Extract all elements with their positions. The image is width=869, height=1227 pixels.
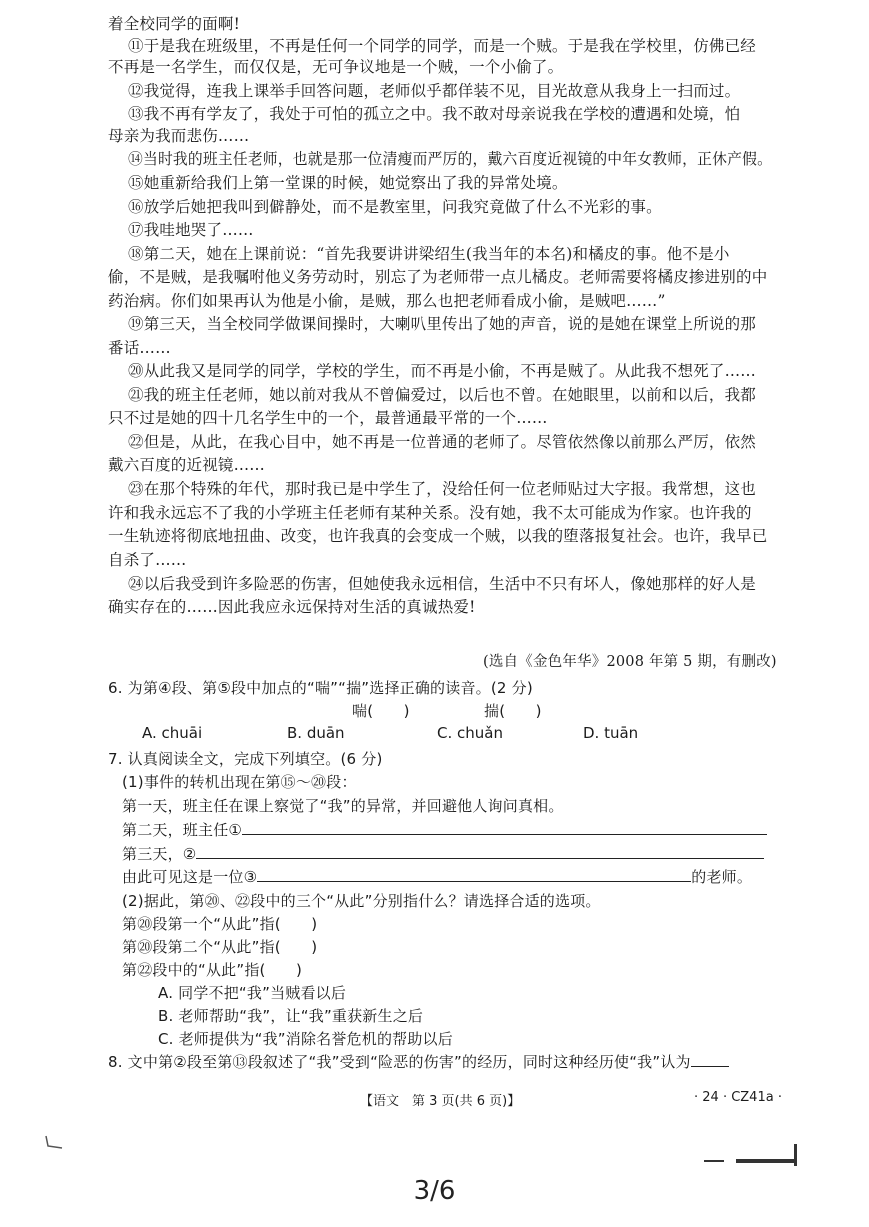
page-footer-code: · 24 · CZ41a · xyxy=(694,1090,782,1105)
question-8-stem: 8. 文中第②段至第⑬段叙述了“我”受到“险恶的伤害”的经历，同时这种经历使“我”认为 xyxy=(108,1053,691,1071)
passage-line: 不再是一名学生，而仅仅是，无可争议地是一个贼，一个小偷了。 xyxy=(108,58,564,76)
passage-line: 着全校同学的面啊! xyxy=(108,15,241,33)
question-7-conclusion-prefix: 由此可见这是一位③ xyxy=(122,868,258,886)
question-8-row xyxy=(108,1052,729,1072)
passage-line: ㉑我的班主任老师，她以前对我从不曾偏爱过，以后也不曾。在她眼里，以前和以后，我都 xyxy=(128,386,757,404)
passage-line: 番话…… xyxy=(108,339,171,357)
question-6-stem: 6. 为第④段、第⑤段中加点的“喘”“揣”选择正确的读音。(2 分) xyxy=(108,679,533,697)
question-7-conclusion-suffix: 的老师。 xyxy=(691,868,753,886)
passage-line: 戴六百度的近视镜…… xyxy=(108,456,266,474)
question-7-choice-c: C. 老师提供为“我”消除名誉危机的帮助以后 xyxy=(158,1030,453,1048)
passage-line: 药治病。你们如果再认为他是小偷，是贼，那么也把老师看成小偷，是贼吧……” xyxy=(108,292,666,310)
passage-line: ⑰我哇地哭了…… xyxy=(128,221,254,239)
passage-line: ⑯放学后她把我叫到僻静处，而不是教室里，问我究竟做了什么不光彩的事。 xyxy=(128,198,662,216)
passage-line: ⑬我不再有学友了，我处于可怕的孤立之中。我不敢对母亲说我在学校的遭遇和处境，怕 xyxy=(128,105,741,123)
answer-blank-4[interactable] xyxy=(691,1052,729,1067)
page-indicator: 3/6 xyxy=(413,1176,456,1206)
passage-line: 只不过是她的四十几名学生中的一个，最普通最平常的一个…… xyxy=(108,409,548,427)
question-6-option-d: D. tuān xyxy=(583,724,639,742)
answer-blank-2[interactable] xyxy=(196,844,764,859)
question-7-sub-1: 第⑳段第一个“从此”指( ) xyxy=(122,915,318,933)
question-6-option-b: B. duān xyxy=(287,724,345,742)
passage-line: ⑱第二天，她在上课前说：“首先我要讲讲梁绍生(我当年的本名)和橘皮的事。他不是小 xyxy=(128,245,730,263)
passage-line: ㉓在那个特殊的年代，那时我已是中学生了，没给任何一位老师贴过大字报。我常想，这也 xyxy=(128,480,757,498)
passage-line: ⑲第三天，当全校同学做课间操时，大喇叭里传出了她的声音，说的是她在课堂上所说的那 xyxy=(128,315,757,333)
question-7-conclusion-row xyxy=(122,867,752,887)
passage-line: ㉔以后我受到许多险恶的伤害，但她使我永远相信，生活中不只有坏人，像她那样的好人是 xyxy=(128,575,757,593)
question-7-day-2-row xyxy=(122,820,767,840)
question-7-choice-b: B. 老师帮助“我”，让“我”重获新生之后 xyxy=(158,1007,424,1025)
passage-line: 偷，不是贼，是我嘱咐他义务劳动时，别忘了为老师带一点儿橘皮。老师需要将橘皮掺进别的中 xyxy=(108,268,768,286)
question-7-sub-2: 第⑳段第二个“从此”指( ) xyxy=(122,938,318,956)
passage-line: 许和我永远忘不了我的小学班主任老师有某种关系。没有她，我不太可能成为作家。也许我的 xyxy=(108,504,752,522)
question-7-day-1: 第一天，班主任在课上察觉了“我”的异常，并回避他人询问真相。 xyxy=(122,797,564,815)
passage-line: ⑳从此我又是同学的同学，学校的学生，而不再是小偷，不再是贼了。从此我不想死了…… xyxy=(128,362,757,380)
question-6-char-2: 揣( ) xyxy=(484,702,542,720)
question-6-option-c: C. chuǎn xyxy=(437,724,503,742)
question-7-stem: 7. 认真阅读全文，完成下列填空。(6 分) xyxy=(108,750,383,768)
question-6-char-1: 喘( ) xyxy=(352,702,410,720)
passage-line: ⑭当时我的班主任老师，也就是那一位清瘦而严厉的，戴六百度近视镜的中年女教师，正休产假。 xyxy=(128,150,773,168)
question-7-day-3-row xyxy=(122,844,764,864)
passage-line: 自杀了…… xyxy=(108,551,187,569)
scan-mark-right xyxy=(700,1140,804,1170)
question-7-choice-a: A. 同学不把“我”当贼看以后 xyxy=(158,984,347,1002)
passage-line: 确实存在的……因此我应永远保持对生活的真诚热爱! xyxy=(108,598,476,616)
passage-source: (选自《金色年华》2008 年第 5 期，有删改) xyxy=(483,654,777,670)
passage-line: ⑮她重新给我们上第一堂课的时候，她觉察出了我的异常处境。 xyxy=(128,174,568,192)
answer-blank-1[interactable] xyxy=(242,820,767,835)
passage-line: ㉒但是，从此，在我心目中，她不再是一位普通的老师了。尽管依然像以前那么严厉，依然 xyxy=(128,433,757,451)
passage-line: 一生轨迹将彻底地扭曲、改变，也许我真的会变成一个贼，以我的堕落报复社会。也许，我早已 xyxy=(108,527,768,545)
question-7-day-3-label: 第三天，② xyxy=(122,845,197,863)
question-7-day-2-label: 第二天，班主任① xyxy=(122,821,243,839)
question-6-option-a: A. chuāi xyxy=(142,724,203,742)
question-7-part-2: (2)据此，第⑳、㉒段中的三个“从此”分别指什么？请选择合适的选项。 xyxy=(122,892,601,910)
question-7-sub-3: 第㉒段中的“从此”指( ) xyxy=(122,961,303,979)
passage-line: ⑫我觉得，连我上课举手回答问题，老师似乎都佯装不见，目光故意从我身上一扫而过。 xyxy=(128,82,741,100)
passage-line: 母亲为我而悲伤…… xyxy=(108,127,250,145)
scan-mark-left xyxy=(44,1134,64,1150)
page-footer-label: 【语文 第 3 页(共 6 页)】 xyxy=(360,1094,521,1109)
answer-blank-3[interactable] xyxy=(257,867,691,882)
question-7-part-1: (1)事件的转机出现在第⑮～⑳段： xyxy=(122,773,357,791)
passage-line: ⑪于是我在班级里，不再是任何一个同学的同学，而是一个贼。于是我在学校里，仿佛已经 xyxy=(128,37,757,55)
